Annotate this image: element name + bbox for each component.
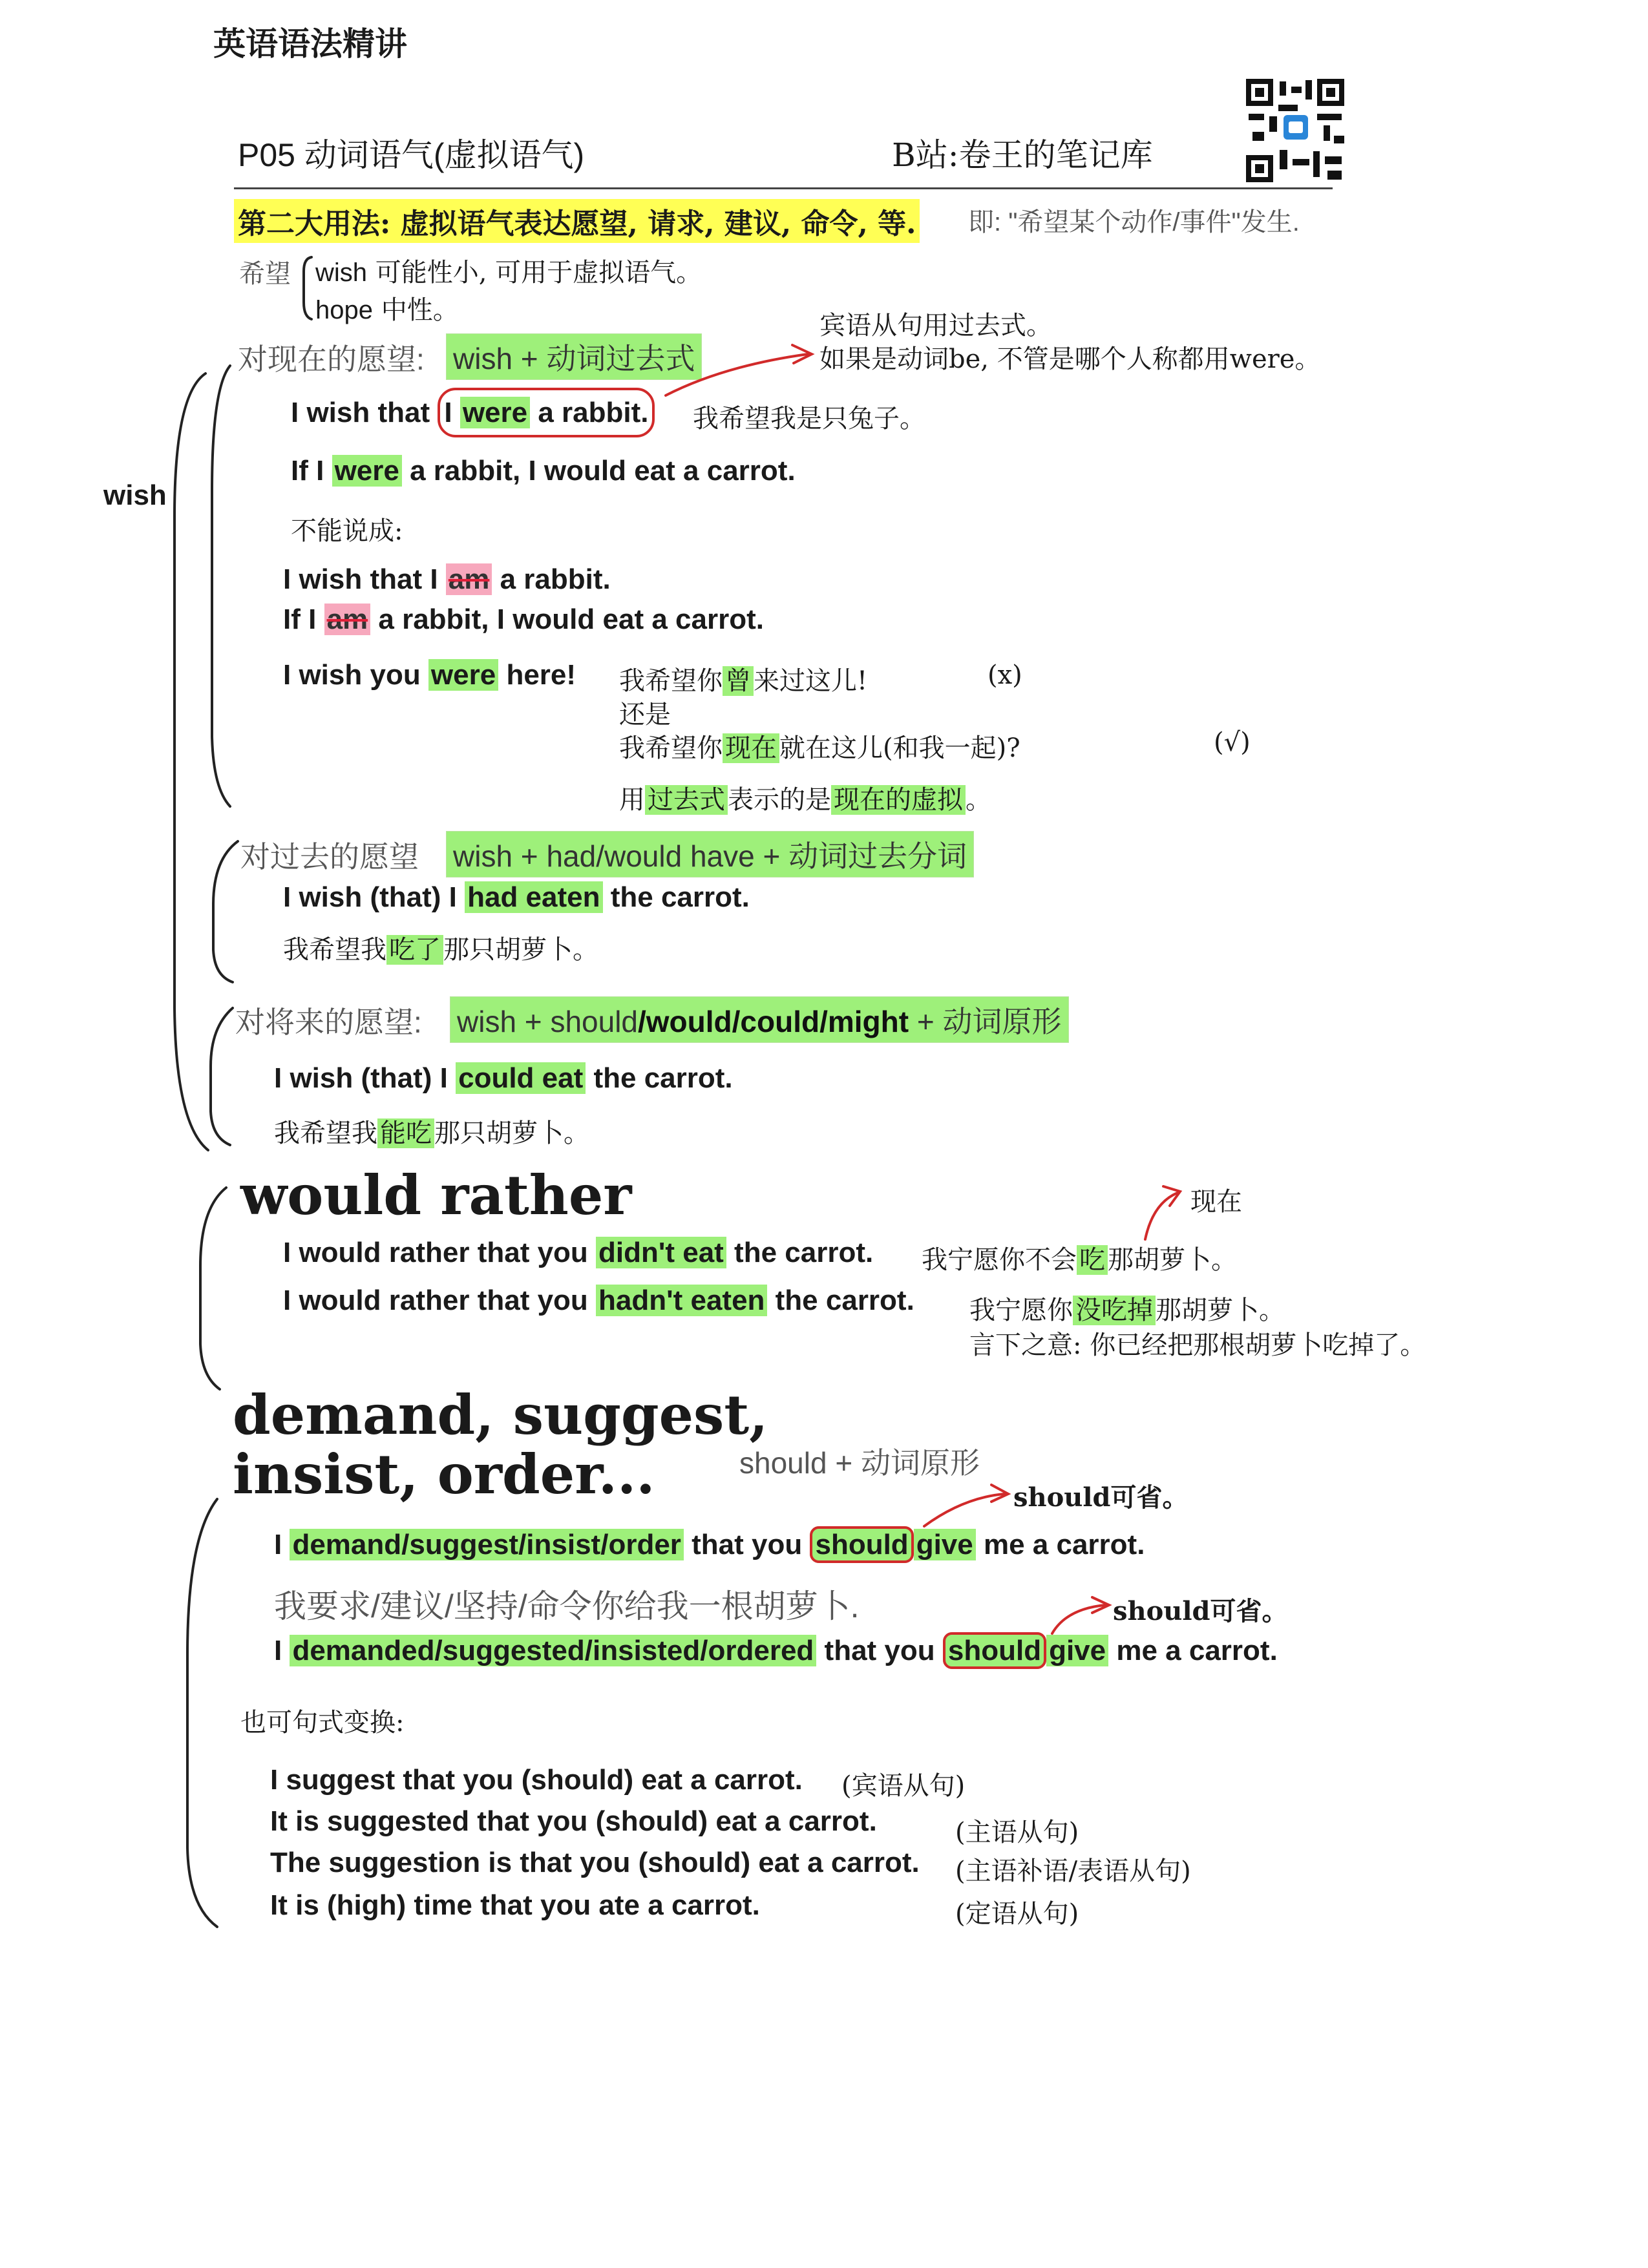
transform-type-4: (定语从句) <box>955 1899 1079 1929</box>
example-3-option-1: 我希望你 曾 来过这儿! <box>619 666 868 696</box>
wrong-example-1: I wish that I am a rabbit. <box>283 563 611 595</box>
present-wish-label: 对现在的愿望: <box>238 342 425 376</box>
qr-code-icon <box>1246 79 1344 182</box>
past-bracket <box>213 841 238 982</box>
should-note-1-arrow <box>924 1494 1004 1526</box>
past-wish-formula: wish + had/would have + 动词过去分词 <box>446 831 974 877</box>
demand-bracket <box>187 1499 217 1927</box>
would-rather-arrow-note: 现在 <box>1190 1187 1242 1217</box>
should-note-2-arrow-head <box>1092 1597 1109 1613</box>
lesson-title: P05 动词语气(虚拟语气) <box>238 137 585 173</box>
example-3-option-1-mark: (x) <box>988 660 1022 690</box>
usage-heading: 第二大用法: 虚拟语气表达愿望, 请求, 建议, 命令, 等. <box>234 199 920 243</box>
channel-label: B站:卷王的笔记库 <box>892 136 1153 174</box>
present-summary: 用 过去式 表示的是 现在的虚拟 。 <box>619 785 991 815</box>
demand-title-line-2: insist, order... <box>233 1442 655 1506</box>
now-note-arrow <box>1145 1193 1178 1239</box>
transform-sentence-1: I suggest that you (should) eat a carrot. <box>270 1764 803 1796</box>
demand-example-1: I demand/suggest/insist/order that you should give me a carrot. <box>274 1529 1145 1561</box>
transform-sentence-3: The suggestion is that you (should) eat a carrot. <box>270 1847 920 1878</box>
demand-example-1-translation: 我要求/建议/坚持/命令你给我一根胡萝卜. <box>274 1588 860 1624</box>
were-note-arrow-head <box>792 345 812 363</box>
transform-type-2: (主语从句) <box>955 1818 1079 1847</box>
present-example-3: I wish you were here! <box>283 659 576 691</box>
present-wish-formula: wish + 动词过去式 <box>446 333 702 380</box>
hope-definition: hope 中性。 <box>315 295 459 325</box>
future-wish-formula: wish + should/would/could/might + 动词原形 <box>450 996 1069 1043</box>
past-example-translation: 我希望我 吃了 那只胡萝卜。 <box>283 935 598 965</box>
hope-brace <box>304 257 312 319</box>
would-rather-example-1-translation: 我宁愿你不会 吃 那胡萝卜。 <box>922 1245 1237 1275</box>
demand-formula: should + 动词原形 <box>739 1446 980 1480</box>
transform-type-3: (主语补语/表语从句) <box>955 1856 1191 1886</box>
cannot-say-label: 不能说成: <box>291 516 403 546</box>
wish-definition: wish 可能性小, 可用于虚拟语气。 <box>315 258 703 288</box>
transform-label: 也可句式变换: <box>240 1708 405 1738</box>
example-3-option-2: 我希望你 现在 就在这儿(和我一起)? <box>619 733 1020 763</box>
future-bracket <box>211 1008 233 1145</box>
would-rather-implication: 言下之意: 你已经把那根胡萝卜吃掉了。 <box>969 1330 1426 1360</box>
would-rather-example-2-translation: 我宁愿你 没吃掉 那胡萝卜。 <box>969 1296 1285 1325</box>
future-example: I wish (that) I could eat the carrot. <box>274 1062 733 1094</box>
should-omit-note-2: should可省。 <box>1113 1596 1288 1626</box>
wish-side-label: wish <box>103 479 167 511</box>
would-rather-bracket <box>200 1188 226 1389</box>
would-rather-title: would rather <box>240 1163 632 1227</box>
hope-label: 希望 <box>239 259 291 289</box>
would-rather-example-1: I would rather that you didn't eat the carrot. <box>283 1237 874 1268</box>
present-bracket <box>212 366 230 806</box>
past-example: I wish (that) I had eaten the carrot. <box>283 881 750 913</box>
now-note-arrow-head <box>1163 1186 1180 1206</box>
should-omit-note-1: should可省。 <box>1013 1482 1188 1513</box>
present-example-1: I wish that I were a rabbit. <box>291 397 655 429</box>
present-annotation-1: 宾语从句用过去式。 <box>819 311 1052 341</box>
wish-outer-bracket <box>174 373 208 1150</box>
example-3-option-2-mark: (√) <box>1214 728 1251 757</box>
future-example-translation: 我希望我 能吃 那只胡萝卜。 <box>274 1118 589 1148</box>
example-3-or: 还是 <box>619 700 671 730</box>
demand-example-2: I demanded/suggested/insisted/ordered that you should give me a carrot. <box>274 1635 1278 1667</box>
present-example-2: If I were a rabbit, I would eat a carrot. <box>291 455 796 487</box>
usage-note: 即: "希望某个动作/事件"发生. <box>968 208 1300 236</box>
demand-title-line-1: demand, suggest, <box>233 1383 768 1447</box>
present-annotation-2: 如果是动词be, 不管是哪个人称都用were。 <box>819 344 1321 374</box>
header-divider <box>234 187 1333 189</box>
future-wish-label: 对将来的愿望: <box>235 1005 422 1039</box>
should-note-2-arrow <box>1052 1605 1105 1633</box>
transform-sentence-4: It is (high) time that you ate a carrot. <box>270 1889 760 1921</box>
should-note-1-arrow-head <box>991 1485 1008 1502</box>
past-wish-label: 对过去的愿望 <box>240 840 419 874</box>
transform-sentence-2: It is suggested that you (should) eat a carrot. <box>270 1805 877 1837</box>
wrong-example-2: If I am a rabbit, I would eat a carrot. <box>283 604 764 635</box>
transform-type-1: (宾语从句) <box>841 1771 966 1801</box>
would-rather-example-2: I would rather that you hadn't eaten the carrot. <box>283 1285 914 1316</box>
course-title: 英语语法精讲 <box>213 25 407 63</box>
present-example-1-translation: 我希望我是只兔子。 <box>693 404 925 434</box>
